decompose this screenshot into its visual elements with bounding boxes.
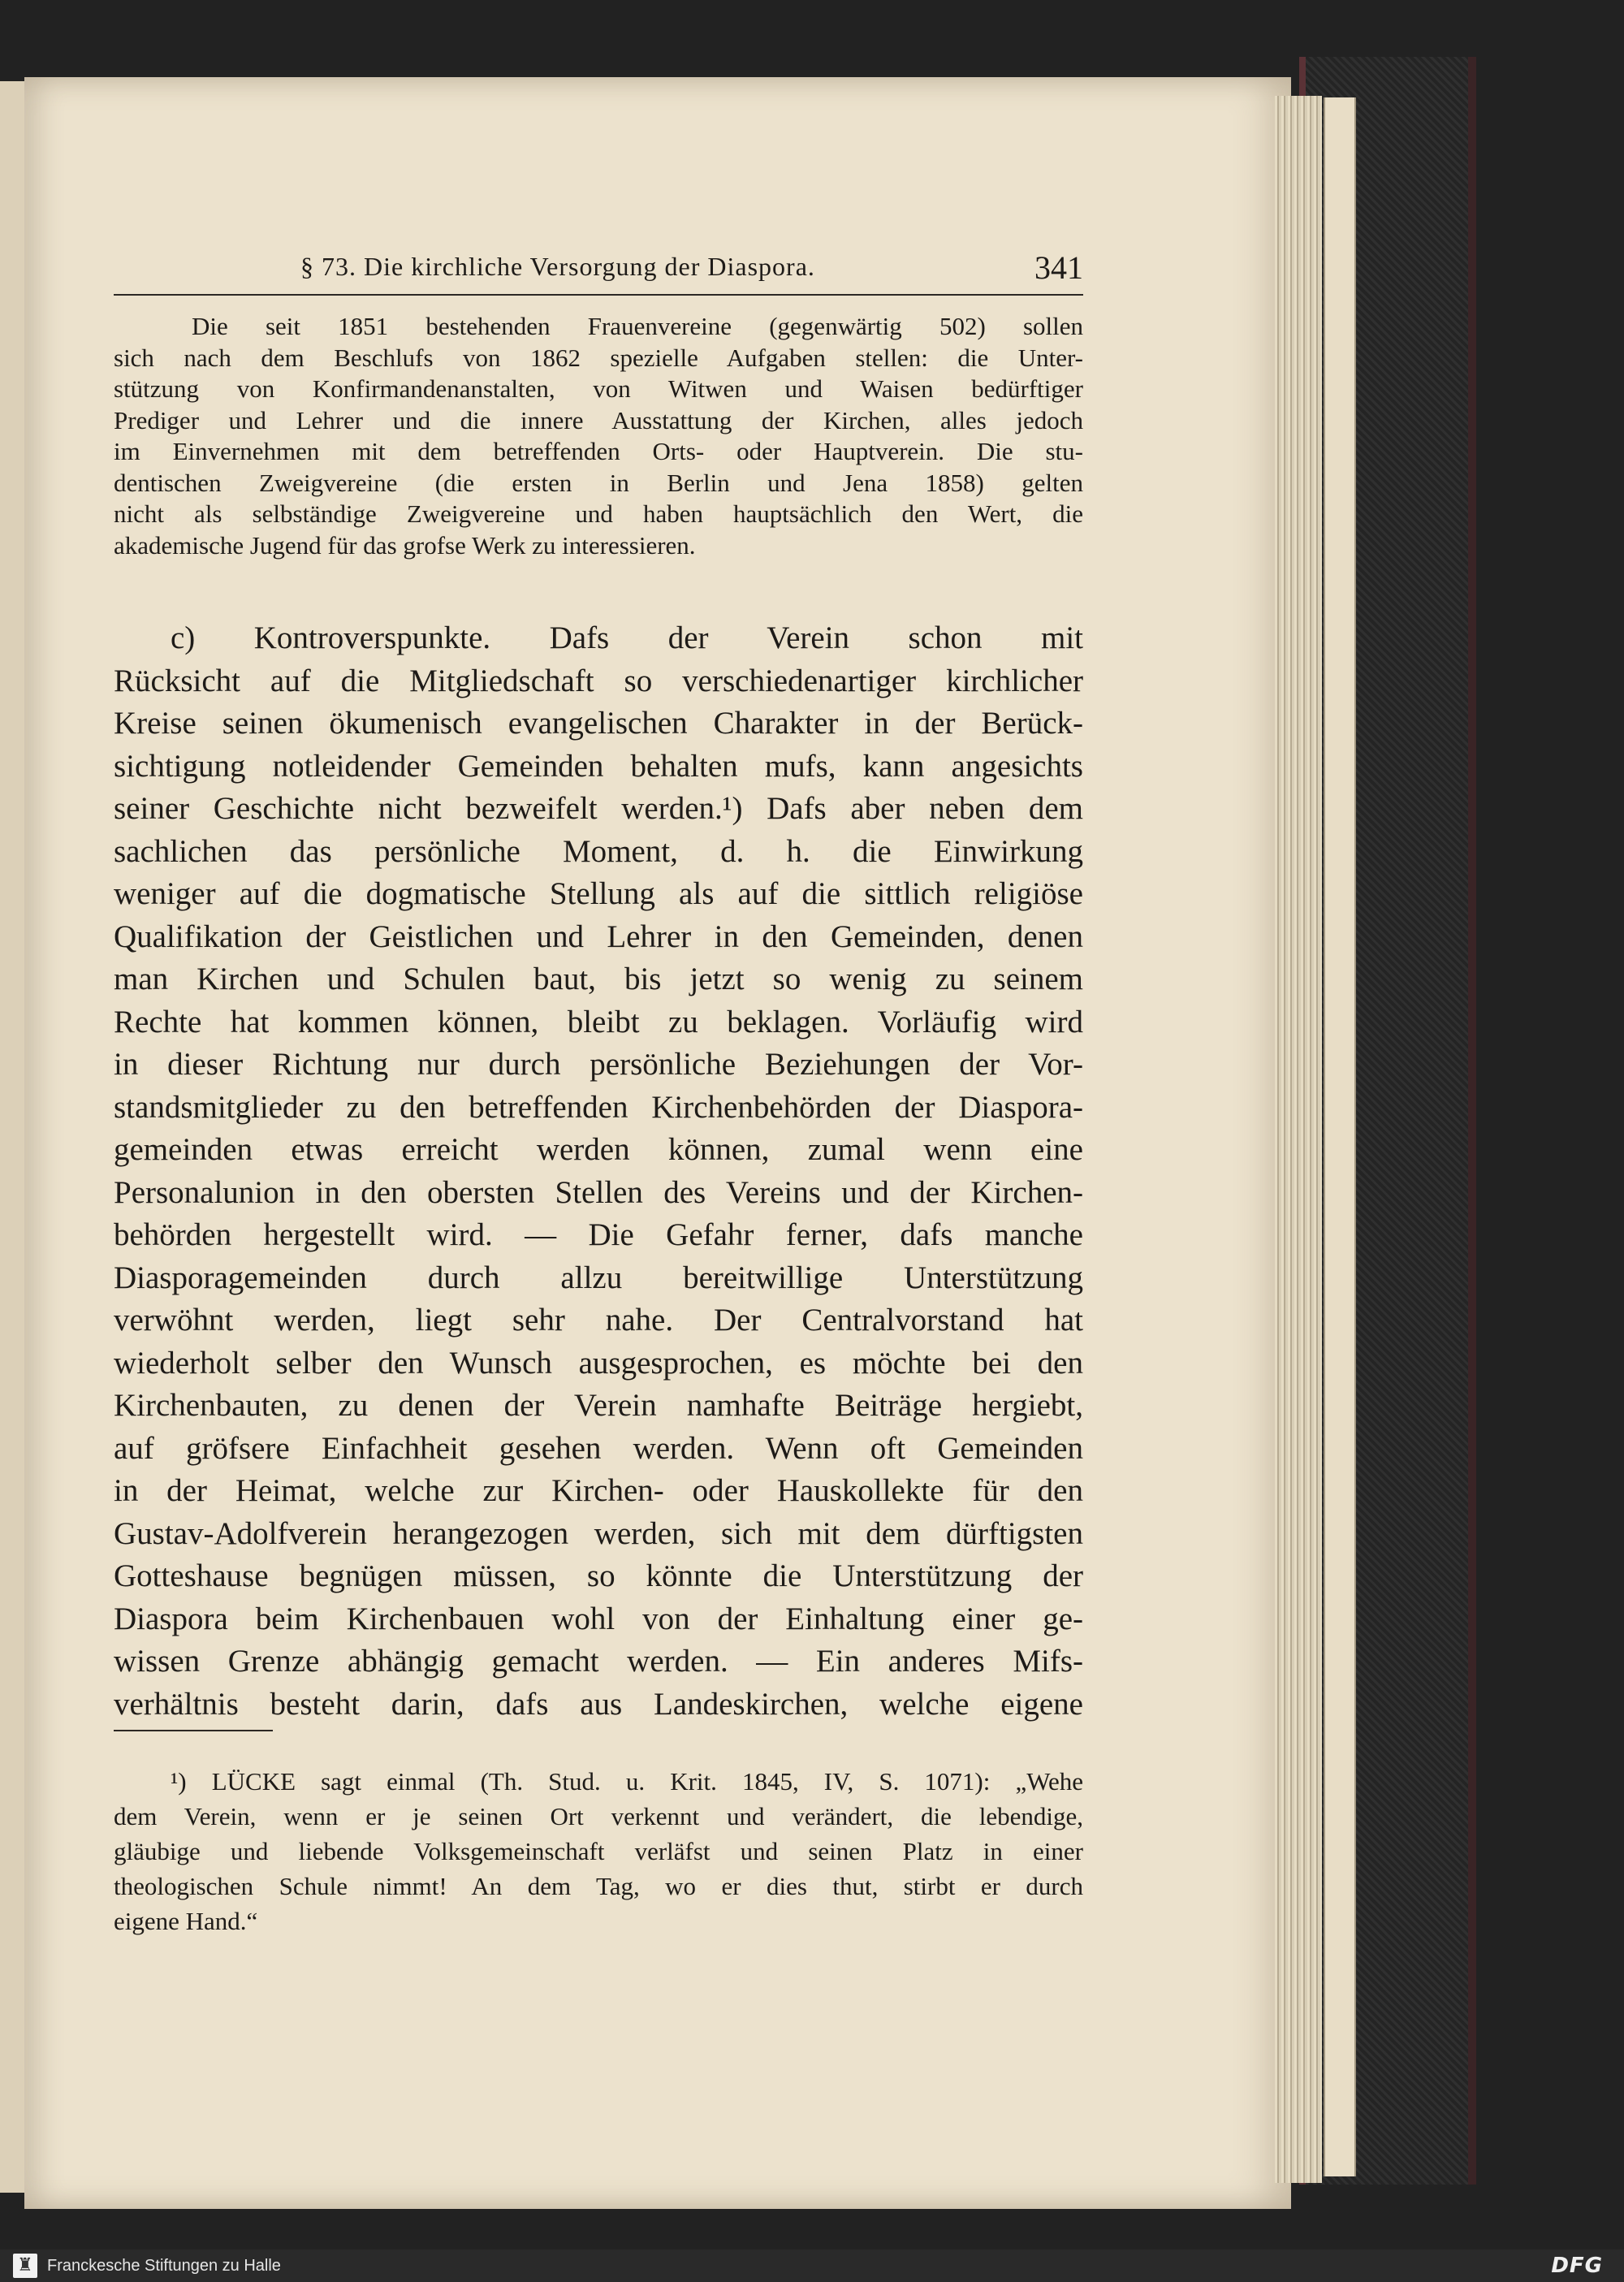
- text-line: Prediger und Lehrer und die innere Ausstattung der Kirchen, alles jedoch: [114, 405, 1083, 434]
- footnote-line: dem Verein, wenn er je seinen Ort verkennt und verändert, die lebendige,: [114, 1802, 1083, 1830]
- running-title: § 73. Die kirchliche Versorgung der Diaspora.: [300, 252, 815, 281]
- text-line: Diaspora beim Kirchenbauen wohl von der Einhaltung einer ge-: [114, 1601, 1083, 1636]
- text-line: man Kirchen und Schulen baut, bis jetzt so wenig zu seinem: [114, 962, 1083, 996]
- footnote-line: eigene Hand.“: [114, 1907, 258, 1935]
- text-line: Personalunion in den obersten Stellen des Vereins und der Kirchen-: [114, 1174, 1083, 1210]
- text-line: im Einvernehmen mit dem betreffenden Orts- oder Hauptverein. Die stu-: [114, 437, 1083, 465]
- text-line: standsmitglieder zu den betreffenden Kirchenbehörden der Diaspora-: [114, 1089, 1083, 1125]
- footnote-rule: [114, 1730, 273, 1731]
- footnote-line: gläubige und liebende Volksgemeinschaft verläfst und seinen Platz in einer: [114, 1837, 1083, 1865]
- institution-logo-icon[interactable]: ♜: [13, 2254, 37, 2278]
- text-line: sichtigung notleidender Gemeinden behalten mufs, kann angesichts: [114, 748, 1083, 784]
- text-line: sich nach dem Beschlufs von 1862 spezielle Aufgaben stellen: die Unter-: [114, 343, 1083, 372]
- text-line: verwöhnt werden, liegt sehr nahe. Der Centralvorstand hat: [114, 1303, 1083, 1338]
- viewer-footer: [0, 2250, 1624, 2282]
- text-line: gemeinden etwas erreicht werden können, zumal wenn eine: [114, 1132, 1083, 1167]
- page-edge-strip: [1324, 97, 1356, 2176]
- text-line: Gustav-Adolfverein herangezogen werden, sich mit dem dürftigsten: [114, 1515, 1083, 1551]
- institution-name[interactable]: Franckesche Stiftungen zu Halle: [47, 2257, 281, 2275]
- small-paragraph: [114, 311, 1083, 561]
- text-line: Gotteshause begnügen müssen, so könnte die Unterstützung der: [114, 1558, 1083, 1593]
- page-number: 341: [1034, 249, 1083, 286]
- text-line: Diasporagemeinden durch allzu bereitwillige Unterstützung: [114, 1260, 1083, 1295]
- text-line: auf gröfsere Einfachheit gesehen werden. Wenn oft Gemeinden: [114, 1430, 1083, 1466]
- page-header: [114, 245, 1083, 296]
- text-line: in dieser Richtung nur durch persönliche Beziehungen der Vor-: [114, 1047, 1083, 1082]
- footnote-line: theologischen Schule nimmt! An dem Tag, wo er dies thut, stirbt er durch: [114, 1872, 1083, 1900]
- dfg-logo[interactable]: DFG: [1551, 2254, 1603, 2278]
- text-line: wissen Grenze abhängig gemacht werden. — Ein anderes Mifs-: [114, 1644, 1083, 1679]
- footnote: [114, 1764, 1083, 1938]
- text-line: nicht als selbständige Zweigvereine und haben hauptsächlich den Wert, die: [114, 499, 1083, 528]
- text-line: stützung von Konfirmandenanstalten, von Witwen und Waisen bedürftiger: [114, 374, 1083, 403]
- text-line: Rücksicht auf die Mitgliedschaft so verschiedenartiger kirchlicher: [114, 663, 1083, 698]
- text-line: behörden hergestellt wird. — Die Gefahr ferner, dafs manche: [114, 1217, 1083, 1252]
- footnote-line: ¹) LÜCKE sagt einmal (Th. Stud. u. Krit. 1845, IV, S. 1071): „Wehe: [171, 1767, 1083, 1796]
- text-line: in der Heimat, welche zur Kirchen- oder Hauskollekte für den: [114, 1473, 1083, 1508]
- text-line: Rechte hat kommen können, bleibt zu beklagen. Vorläufig wird: [114, 1004, 1083, 1039]
- text-line: weniger auf die dogmatische Stellung als auf die sittlich religiöse: [114, 876, 1083, 911]
- main-paragraph: [114, 617, 1083, 1726]
- text-line: Kirchenbauten, zu denen der Verein namhafte Beiträge hergiebt,: [114, 1388, 1083, 1423]
- text-line: verhältnis besteht darin, dafs aus Landeskirchen, welche eigene: [114, 1686, 1083, 1722]
- text-line: Kreise seinen ökumenisch evangelischen Charakter in der Berück-: [114, 706, 1083, 741]
- text-line: akademische Jugend für das grofse Werk zu interessieren.: [114, 530, 696, 560]
- text-line: seiner Geschichte nicht bezweifelt werden.¹) Dafs aber neben dem: [114, 791, 1083, 826]
- text-line: wiederholt selber den Wunsch ausgesprochen, es möchte bei den: [114, 1345, 1083, 1381]
- text-line: dentischen Zweigvereine (die ersten in Berlin und Jena 1858) gelten: [114, 468, 1083, 497]
- text-line: Die seit 1851 bestehenden Frauenvereine (gegenwärtig 502) sollen: [192, 312, 1083, 340]
- text-line: c) Kontroverspunkte. Dafs der Verein schon mit: [171, 620, 1083, 655]
- text-line: Qualifikation der Geistlichen und Lehrer in den Gemeinden, denen: [114, 918, 1083, 954]
- page-stack-edge: [1275, 96, 1322, 2183]
- text-line: sachlichen das persönliche Moment, d. h. die Einwirkung: [114, 833, 1083, 869]
